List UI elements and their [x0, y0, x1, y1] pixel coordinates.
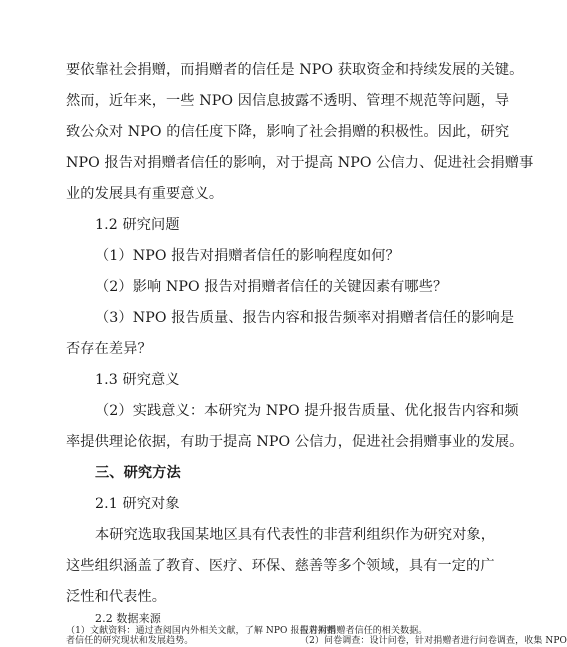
text-line: 率提供理论依据，有助于提高 NPO 公信力，促进社会捐赠事业的发展。	[66, 434, 524, 450]
text-line: 业的发展具有重要意义。	[66, 186, 224, 202]
text-line: 致公众对 NPO 的信任度下降，影响了社会捐赠的积极性。因此，研究	[66, 124, 510, 140]
text-line: 这些组织涵盖了教育、医疗、环保、慈善等多个领域，具有一定的广	[66, 558, 495, 574]
text-line: 否存在差异？	[66, 341, 152, 357]
text-line: 然而，近年来，一些 NPO 因信息披露不透明、管理不规范等问题，导	[66, 93, 510, 109]
research-question: （3）NPO 报告质量、报告内容和报告频率对捐赠者信任的影响是	[95, 310, 515, 326]
section-heading: 2.1 研究对象	[95, 496, 180, 512]
text-line: （1）文献资料：通过查阅国内外相关文献，了解 NPO 报告对捐赠	[66, 626, 336, 636]
chapter-heading: 三、研究方法	[95, 465, 181, 481]
section-heading: 2.2 数据来源	[95, 612, 161, 625]
text-line: 报告对捐赠者信任的相关数据。	[300, 626, 428, 636]
text-line: NPO 报告对捐赠者信任的影响，对于提高 NPO 公信力、促进社会捐赠事	[66, 155, 534, 171]
text-line: 要依靠社会捐赠，而捐赠者的信任是 NPO 获取资金和持续发展的关键。	[66, 62, 524, 78]
text-line: 本研究选取我国某地区具有代表性的非营利组织作为研究对象，	[95, 527, 496, 543]
text-line: 者信任的研究现状和发展趋势。	[66, 636, 194, 646]
research-question: （1）NPO 报告对捐赠者信任的影响程度如何？	[95, 248, 400, 264]
section-heading: 1.2 研究问题	[95, 217, 180, 233]
text-line: （2）问卷调查：设计问卷，针对捐赠者进行问卷调查，收集 NPO	[300, 636, 567, 646]
section-heading: 1.3 研究意义	[95, 372, 180, 388]
text-line: （2）实践意义：本研究为 NPO 提升报告质量、优化报告内容和频	[95, 403, 519, 419]
text-line: 泛性和代表性。	[66, 589, 167, 605]
research-question: （2）影响 NPO 报告对捐赠者信任的关键因素有哪些？	[95, 279, 448, 295]
